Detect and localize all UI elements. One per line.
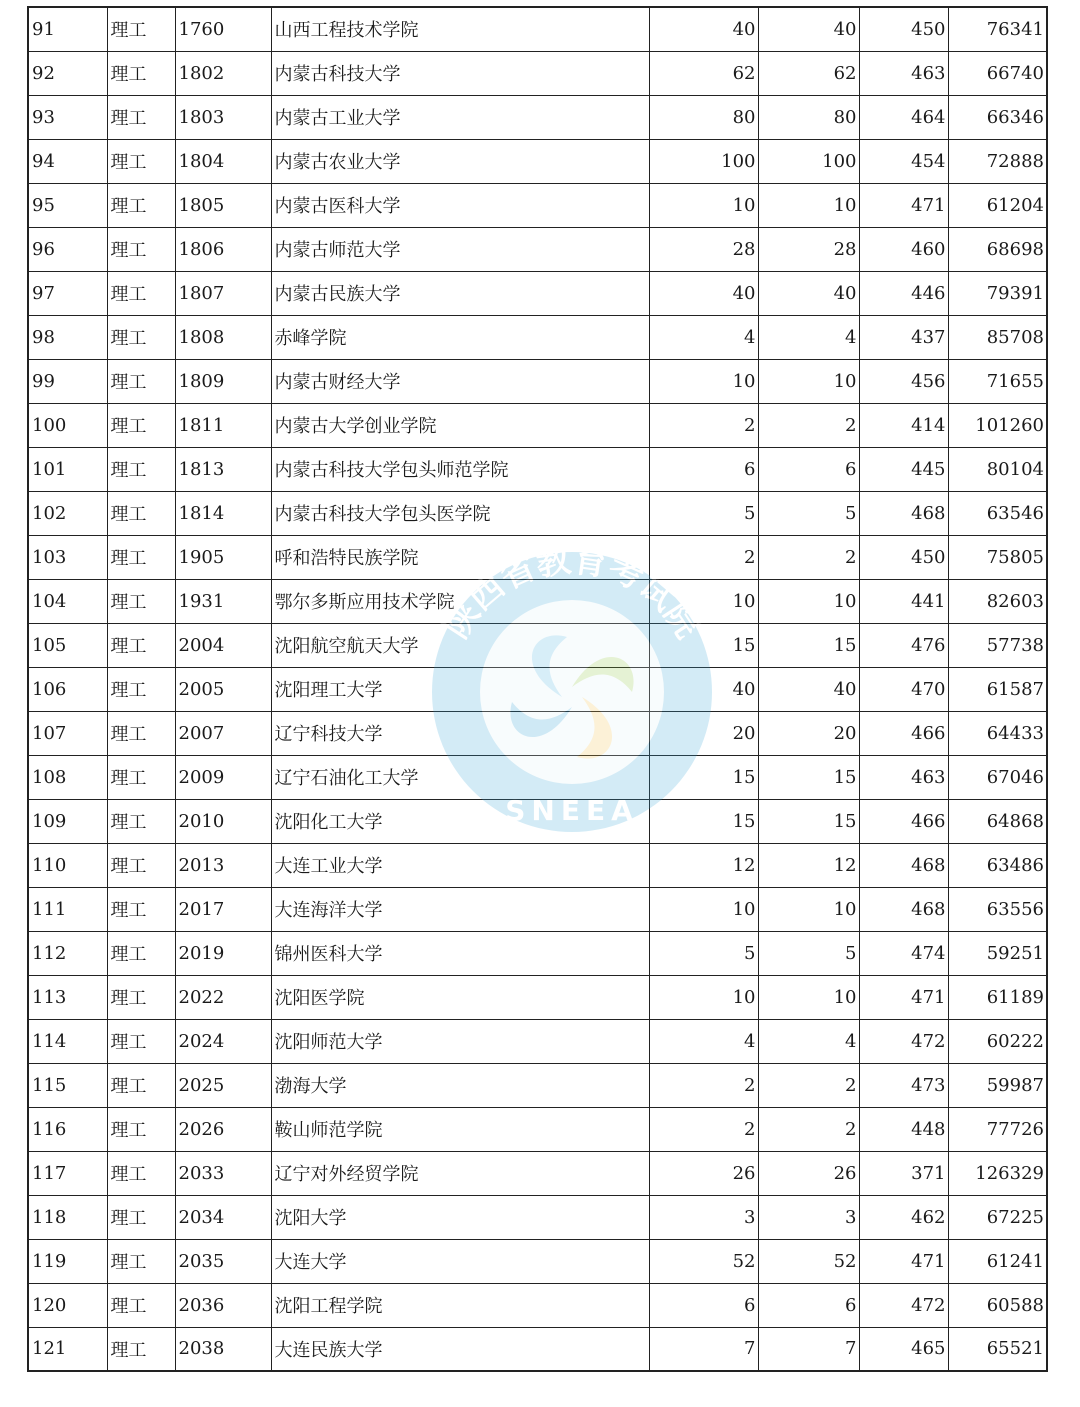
cell-plan-count: 4 — [649, 1019, 758, 1063]
table-row — [28, 95, 1047, 139]
cell-plan-count: 2 — [649, 403, 758, 447]
cell-row-index: 93 — [28, 95, 107, 139]
cell-min-score: 473 — [859, 1063, 948, 1107]
cell-min-rank: 67046 — [948, 755, 1047, 799]
cell-school-code: 2013 — [175, 843, 271, 887]
cell-category: 理工 — [107, 975, 175, 1019]
cell-min-rank: 85708 — [948, 315, 1047, 359]
cell-school-code: 1811 — [175, 403, 271, 447]
cell-min-rank: 72888 — [948, 139, 1047, 183]
cell-row-index: 108 — [28, 755, 107, 799]
seal-top-text: 陕西省教育考试院 — [436, 540, 708, 646]
cell-school-name: 内蒙古民族大学 — [271, 271, 649, 315]
cell-school-name: 内蒙古工业大学 — [271, 95, 649, 139]
cell-row-index: 102 — [28, 491, 107, 535]
cell-admitted-count: 40 — [758, 7, 859, 51]
cell-min-rank: 63486 — [948, 843, 1047, 887]
table-row — [28, 403, 1047, 447]
cell-admitted-count: 10 — [758, 183, 859, 227]
cell-school-name: 大连大学 — [271, 1239, 649, 1283]
table-row — [28, 931, 1047, 975]
cell-school-code: 2004 — [175, 623, 271, 667]
table-row — [28, 7, 1047, 51]
cell-min-score: 371 — [859, 1151, 948, 1195]
cell-min-rank: 59251 — [948, 931, 1047, 975]
cell-min-score: 445 — [859, 447, 948, 491]
cell-category: 理工 — [107, 843, 175, 887]
cell-min-score: 441 — [859, 579, 948, 623]
cell-category: 理工 — [107, 711, 175, 755]
cell-plan-count: 6 — [649, 1283, 758, 1327]
cell-category: 理工 — [107, 579, 175, 623]
cell-admitted-count: 10 — [758, 975, 859, 1019]
cell-category: 理工 — [107, 1327, 175, 1371]
cell-category: 理工 — [107, 1283, 175, 1327]
cell-school-name: 内蒙古科技大学包头医学院 — [271, 491, 649, 535]
cell-school-code: 2019 — [175, 931, 271, 975]
cell-admitted-count: 2 — [758, 1107, 859, 1151]
cell-admitted-count: 10 — [758, 887, 859, 931]
cell-min-score: 466 — [859, 799, 948, 843]
cell-admitted-count: 5 — [758, 931, 859, 975]
cell-school-code: 2026 — [175, 1107, 271, 1151]
table-row — [28, 711, 1047, 755]
cell-admitted-count: 15 — [758, 799, 859, 843]
cell-school-code: 1806 — [175, 227, 271, 271]
cell-category: 理工 — [107, 1019, 175, 1063]
cell-admitted-count: 10 — [758, 359, 859, 403]
cell-min-rank: 61189 — [948, 975, 1047, 1019]
cell-school-name: 大连民族大学 — [271, 1327, 649, 1371]
table-row — [28, 139, 1047, 183]
cell-min-score: 471 — [859, 1239, 948, 1283]
cell-plan-count: 5 — [649, 931, 758, 975]
cell-school-name: 内蒙古财经大学 — [271, 359, 649, 403]
cell-category: 理工 — [107, 1107, 175, 1151]
cell-admitted-count: 3 — [758, 1195, 859, 1239]
cell-category: 理工 — [107, 887, 175, 931]
cell-admitted-count: 40 — [758, 667, 859, 711]
table-row — [28, 1019, 1047, 1063]
cell-school-name: 内蒙古大学创业学院 — [271, 403, 649, 447]
cell-min-rank: 66740 — [948, 51, 1047, 95]
cell-school-name: 沈阳大学 — [271, 1195, 649, 1239]
cell-plan-count: 10 — [649, 887, 758, 931]
cell-plan-count: 40 — [649, 7, 758, 51]
cell-school-code: 1813 — [175, 447, 271, 491]
cell-school-name: 辽宁科技大学 — [271, 711, 649, 755]
cell-min-score: 465 — [859, 1327, 948, 1371]
cell-school-name: 内蒙古科技大学 — [271, 51, 649, 95]
cell-min-rank: 64433 — [948, 711, 1047, 755]
cell-row-index: 92 — [28, 51, 107, 95]
cell-min-score: 450 — [859, 7, 948, 51]
cell-min-score: 463 — [859, 755, 948, 799]
cell-category: 理工 — [107, 271, 175, 315]
table-row — [28, 843, 1047, 887]
cell-school-code: 2035 — [175, 1239, 271, 1283]
cell-category: 理工 — [107, 183, 175, 227]
table-row — [28, 491, 1047, 535]
cell-admitted-count: 4 — [758, 315, 859, 359]
table-row — [28, 1063, 1047, 1107]
cell-school-code: 2009 — [175, 755, 271, 799]
cell-school-code: 1802 — [175, 51, 271, 95]
cell-category: 理工 — [107, 535, 175, 579]
cell-category: 理工 — [107, 227, 175, 271]
cell-plan-count: 12 — [649, 843, 758, 887]
cell-school-code: 1905 — [175, 535, 271, 579]
admission-score-table — [27, 6, 1048, 1372]
cell-row-index: 96 — [28, 227, 107, 271]
table-row — [28, 579, 1047, 623]
cell-plan-count: 2 — [649, 1107, 758, 1151]
cell-school-name: 内蒙古农业大学 — [271, 139, 649, 183]
cell-category: 理工 — [107, 491, 175, 535]
cell-admitted-count: 2 — [758, 403, 859, 447]
cell-category: 理工 — [107, 755, 175, 799]
cell-min-rank: 67225 — [948, 1195, 1047, 1239]
cell-admitted-count: 5 — [758, 491, 859, 535]
cell-min-score: 450 — [859, 535, 948, 579]
cell-category: 理工 — [107, 1239, 175, 1283]
cell-school-name: 沈阳工程学院 — [271, 1283, 649, 1327]
cell-admitted-count: 6 — [758, 1283, 859, 1327]
cell-plan-count: 3 — [649, 1195, 758, 1239]
table-row — [28, 1327, 1047, 1371]
cell-school-code: 2010 — [175, 799, 271, 843]
cell-school-code: 1807 — [175, 271, 271, 315]
cell-min-score: 470 — [859, 667, 948, 711]
cell-min-rank: 61241 — [948, 1239, 1047, 1283]
cell-plan-count: 5 — [649, 491, 758, 535]
cell-school-code: 1804 — [175, 139, 271, 183]
cell-row-index: 118 — [28, 1195, 107, 1239]
cell-min-rank: 75805 — [948, 535, 1047, 579]
table-row — [28, 535, 1047, 579]
table-row — [28, 799, 1047, 843]
cell-admitted-count: 20 — [758, 711, 859, 755]
cell-school-name: 内蒙古师范大学 — [271, 227, 649, 271]
cell-plan-count: 20 — [649, 711, 758, 755]
cell-category: 理工 — [107, 667, 175, 711]
cell-school-code: 1808 — [175, 315, 271, 359]
cell-category: 理工 — [107, 403, 175, 447]
cell-plan-count: 52 — [649, 1239, 758, 1283]
cell-category: 理工 — [107, 623, 175, 667]
cell-plan-count: 15 — [649, 755, 758, 799]
cell-plan-count: 15 — [649, 799, 758, 843]
cell-category: 理工 — [107, 95, 175, 139]
cell-plan-count: 7 — [649, 1327, 758, 1371]
table-row — [28, 1239, 1047, 1283]
cell-school-name: 鄂尔多斯应用技术学院 — [271, 579, 649, 623]
cell-plan-count: 2 — [649, 535, 758, 579]
cell-min-rank: 61587 — [948, 667, 1047, 711]
cell-min-rank: 79391 — [948, 271, 1047, 315]
table-row — [28, 1283, 1047, 1327]
cell-school-name: 山西工程技术学院 — [271, 7, 649, 51]
cell-school-name: 沈阳医学院 — [271, 975, 649, 1019]
cell-school-name: 呼和浩特民族学院 — [271, 535, 649, 579]
cell-school-code: 2022 — [175, 975, 271, 1019]
cell-row-index: 110 — [28, 843, 107, 887]
cell-school-name: 渤海大学 — [271, 1063, 649, 1107]
cell-min-rank: 63556 — [948, 887, 1047, 931]
cell-school-code: 2024 — [175, 1019, 271, 1063]
cell-school-code: 1760 — [175, 7, 271, 51]
cell-min-rank: 80104 — [948, 447, 1047, 491]
cell-row-index: 98 — [28, 315, 107, 359]
cell-school-code: 2033 — [175, 1151, 271, 1195]
table-row — [28, 51, 1047, 95]
cell-school-code: 1803 — [175, 95, 271, 139]
cell-min-score: 460 — [859, 227, 948, 271]
cell-school-code: 2036 — [175, 1283, 271, 1327]
cell-category: 理工 — [107, 799, 175, 843]
cell-min-score: 468 — [859, 491, 948, 535]
cell-plan-count: 10 — [649, 579, 758, 623]
cell-plan-count: 10 — [649, 359, 758, 403]
cell-min-score: 468 — [859, 887, 948, 931]
cell-admitted-count: 7 — [758, 1327, 859, 1371]
cell-min-score: 472 — [859, 1019, 948, 1063]
cell-min-score: 472 — [859, 1283, 948, 1327]
cell-row-index: 120 — [28, 1283, 107, 1327]
cell-plan-count: 10 — [649, 183, 758, 227]
cell-row-index: 107 — [28, 711, 107, 755]
table-row — [28, 1151, 1047, 1195]
cell-plan-count: 2 — [649, 1063, 758, 1107]
cell-min-score: 464 — [859, 95, 948, 139]
cell-min-score: 448 — [859, 1107, 948, 1151]
cell-admitted-count: 52 — [758, 1239, 859, 1283]
table-row — [28, 667, 1047, 711]
cell-min-rank: 76341 — [948, 7, 1047, 51]
table-row — [28, 183, 1047, 227]
cell-school-name: 鞍山师范学院 — [271, 1107, 649, 1151]
cell-min-rank: 63546 — [948, 491, 1047, 535]
table-row — [28, 887, 1047, 931]
cell-school-name: 锦州医科大学 — [271, 931, 649, 975]
cell-admitted-count: 2 — [758, 1063, 859, 1107]
cell-school-name: 沈阳师范大学 — [271, 1019, 649, 1063]
cell-school-name: 辽宁对外经贸学院 — [271, 1151, 649, 1195]
cell-school-code: 1809 — [175, 359, 271, 403]
table-row — [28, 1195, 1047, 1239]
cell-min-rank: 101260 — [948, 403, 1047, 447]
cell-row-index: 104 — [28, 579, 107, 623]
table-row — [28, 315, 1047, 359]
cell-admitted-count: 2 — [758, 535, 859, 579]
cell-row-index: 115 — [28, 1063, 107, 1107]
table-row — [28, 271, 1047, 315]
cell-admitted-count: 10 — [758, 579, 859, 623]
cell-min-rank: 126329 — [948, 1151, 1047, 1195]
cell-min-rank: 64868 — [948, 799, 1047, 843]
cell-min-score: 446 — [859, 271, 948, 315]
cell-admitted-count: 26 — [758, 1151, 859, 1195]
cell-plan-count: 26 — [649, 1151, 758, 1195]
cell-category: 理工 — [107, 447, 175, 491]
cell-category: 理工 — [107, 931, 175, 975]
table-body — [28, 7, 1047, 1371]
cell-min-rank: 77726 — [948, 1107, 1047, 1151]
cell-admitted-count: 15 — [758, 623, 859, 667]
cell-min-rank: 68698 — [948, 227, 1047, 271]
cell-min-score: 462 — [859, 1195, 948, 1239]
cell-admitted-count: 12 — [758, 843, 859, 887]
cell-min-score: 456 — [859, 359, 948, 403]
cell-plan-count: 4 — [649, 315, 758, 359]
table-row — [28, 623, 1047, 667]
cell-school-code: 1814 — [175, 491, 271, 535]
cell-school-name: 沈阳航空航天大学 — [271, 623, 649, 667]
cell-school-code: 2005 — [175, 667, 271, 711]
cell-min-score: 414 — [859, 403, 948, 447]
cell-school-code: 1805 — [175, 183, 271, 227]
cell-admitted-count: 6 — [758, 447, 859, 491]
cell-school-name: 沈阳理工大学 — [271, 667, 649, 711]
cell-min-score: 471 — [859, 975, 948, 1019]
cell-plan-count: 80 — [649, 95, 758, 139]
cell-row-index: 109 — [28, 799, 107, 843]
cell-admitted-count: 28 — [758, 227, 859, 271]
cell-row-index: 121 — [28, 1327, 107, 1371]
cell-row-index: 97 — [28, 271, 107, 315]
cell-plan-count: 62 — [649, 51, 758, 95]
table-row — [28, 447, 1047, 491]
cell-row-index: 113 — [28, 975, 107, 1019]
cell-row-index: 119 — [28, 1239, 107, 1283]
seal-bottom-text: SNEEA — [505, 794, 639, 827]
cell-min-score: 463 — [859, 51, 948, 95]
cell-min-rank: 65521 — [948, 1327, 1047, 1371]
cell-min-rank: 71655 — [948, 359, 1047, 403]
cell-row-index: 99 — [28, 359, 107, 403]
cell-min-rank: 60222 — [948, 1019, 1047, 1063]
cell-row-index: 105 — [28, 623, 107, 667]
cell-min-score: 474 — [859, 931, 948, 975]
table-row — [28, 1107, 1047, 1151]
cell-row-index: 114 — [28, 1019, 107, 1063]
cell-plan-count: 40 — [649, 667, 758, 711]
cell-school-name: 大连工业大学 — [271, 843, 649, 887]
cell-plan-count: 100 — [649, 139, 758, 183]
cell-category: 理工 — [107, 7, 175, 51]
cell-min-rank: 82603 — [948, 579, 1047, 623]
cell-category: 理工 — [107, 139, 175, 183]
cell-admitted-count: 62 — [758, 51, 859, 95]
cell-school-name: 内蒙古科技大学包头师范学院 — [271, 447, 649, 491]
cell-admitted-count: 80 — [758, 95, 859, 139]
cell-school-code: 2025 — [175, 1063, 271, 1107]
cell-row-index: 91 — [28, 7, 107, 51]
cell-min-rank: 57738 — [948, 623, 1047, 667]
cell-admitted-count: 4 — [758, 1019, 859, 1063]
cell-school-code: 1931 — [175, 579, 271, 623]
cell-row-index: 111 — [28, 887, 107, 931]
table-row — [28, 755, 1047, 799]
cell-min-rank: 66346 — [948, 95, 1047, 139]
cell-school-code: 2038 — [175, 1327, 271, 1371]
cell-min-score: 471 — [859, 183, 948, 227]
cell-row-index: 94 — [28, 139, 107, 183]
cell-category: 理工 — [107, 359, 175, 403]
cell-admitted-count: 100 — [758, 139, 859, 183]
cell-admitted-count: 40 — [758, 271, 859, 315]
cell-min-rank: 59987 — [948, 1063, 1047, 1107]
cell-row-index: 103 — [28, 535, 107, 579]
cell-school-name: 内蒙古医科大学 — [271, 183, 649, 227]
cell-min-score: 466 — [859, 711, 948, 755]
cell-plan-count: 15 — [649, 623, 758, 667]
cell-row-index: 117 — [28, 1151, 107, 1195]
cell-school-code: 2017 — [175, 887, 271, 931]
cell-plan-count: 28 — [649, 227, 758, 271]
table-row — [28, 227, 1047, 271]
cell-min-score: 454 — [859, 139, 948, 183]
cell-school-name: 沈阳化工大学 — [271, 799, 649, 843]
cell-school-code: 2034 — [175, 1195, 271, 1239]
cell-row-index: 95 — [28, 183, 107, 227]
cell-min-score: 468 — [859, 843, 948, 887]
cell-category: 理工 — [107, 315, 175, 359]
cell-category: 理工 — [107, 1063, 175, 1107]
cell-row-index: 101 — [28, 447, 107, 491]
cell-min-score: 437 — [859, 315, 948, 359]
table-row — [28, 975, 1047, 1019]
cell-school-name: 大连海洋大学 — [271, 887, 649, 931]
cell-school-name: 辽宁石油化工大学 — [271, 755, 649, 799]
cell-row-index: 100 — [28, 403, 107, 447]
cell-row-index: 112 — [28, 931, 107, 975]
cell-category: 理工 — [107, 1151, 175, 1195]
cell-row-index: 116 — [28, 1107, 107, 1151]
cell-plan-count: 6 — [649, 447, 758, 491]
cell-plan-count: 40 — [649, 271, 758, 315]
cell-min-score: 476 — [859, 623, 948, 667]
cell-admitted-count: 15 — [758, 755, 859, 799]
cell-row-index: 106 — [28, 667, 107, 711]
cell-min-rank: 60588 — [948, 1283, 1047, 1327]
cell-category: 理工 — [107, 1195, 175, 1239]
table-row — [28, 359, 1047, 403]
cell-min-rank: 61204 — [948, 183, 1047, 227]
cell-plan-count: 10 — [649, 975, 758, 1019]
cell-school-code: 2007 — [175, 711, 271, 755]
cell-school-name: 赤峰学院 — [271, 315, 649, 359]
cell-category: 理工 — [107, 51, 175, 95]
